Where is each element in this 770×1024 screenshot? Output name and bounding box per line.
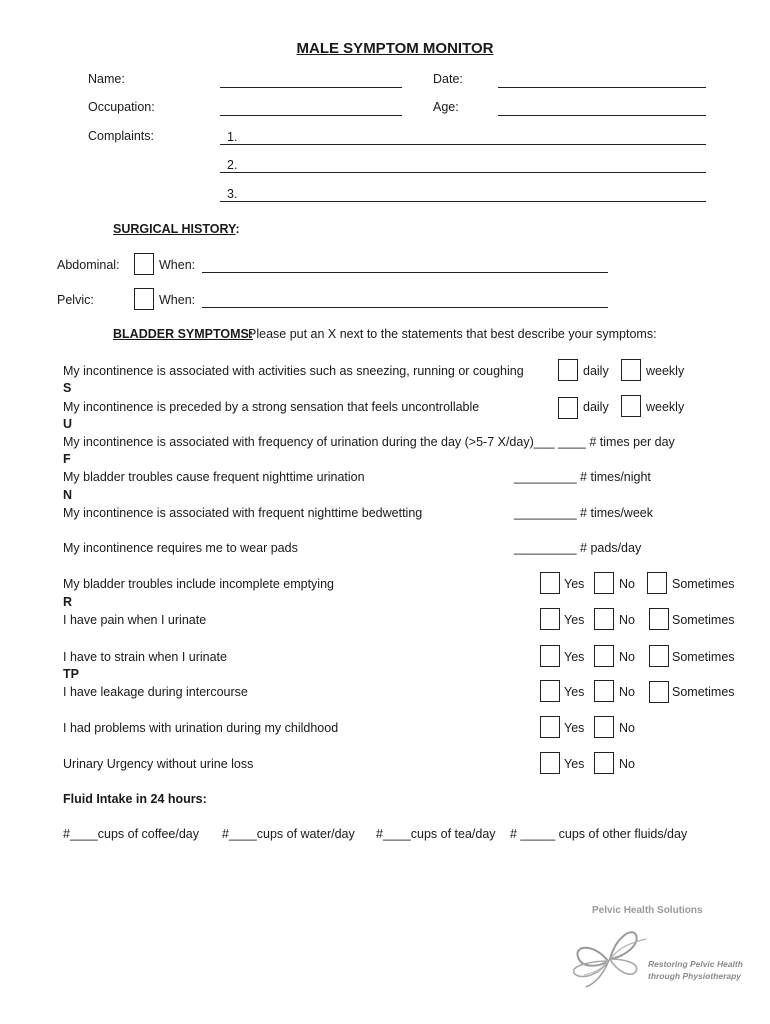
yes-label-12: Yes xyxy=(564,757,585,771)
name-field[interactable] xyxy=(220,87,402,88)
no-checkbox-9[interactable] xyxy=(594,645,614,667)
statement-pain: I have pain when I urinate xyxy=(63,613,207,627)
bladder-symptoms-heading: BLADDER SYMPTOMS: xyxy=(113,327,254,341)
margin-letter-r: R xyxy=(63,595,73,609)
other-fluids-field[interactable]: # _____ cups of other fluids/day xyxy=(510,827,688,841)
logo-tagline-1: Restoring Pelvic Health xyxy=(648,959,743,969)
logo-tagline-2: through Physiotherapy xyxy=(648,971,742,981)
complaints-label: Complaints: xyxy=(88,129,154,143)
form-title: MALE SYMPTOM MONITOR xyxy=(296,40,494,57)
surgical-history-colon: : xyxy=(235,222,240,236)
statement-bedwetting: My incontinence is associated with frequent nighttime bedwetting xyxy=(63,506,423,520)
name-label: Name: xyxy=(88,72,125,86)
margin-letter-n: N xyxy=(63,488,73,502)
pads-day-field[interactable]: _________ # pads/day xyxy=(514,541,642,555)
daily-label-2: daily xyxy=(583,400,609,414)
surgical-history-heading-text: SURGICAL HISTORY xyxy=(113,222,236,236)
statement-strain: I have to strain when I urinate xyxy=(63,650,227,664)
yes-label-10: Yes xyxy=(564,685,585,699)
no-label-10: No xyxy=(619,685,635,699)
pelvic-when-label: When: xyxy=(159,293,196,307)
yes-checkbox-7[interactable] xyxy=(540,572,560,594)
no-checkbox-10[interactable] xyxy=(594,680,614,702)
sometimes-label-9: Sometimes xyxy=(672,650,735,664)
date-field[interactable] xyxy=(498,87,706,88)
tea-cups-field[interactable]: #____cups of tea/day xyxy=(376,827,496,841)
sometimes-label-10: Sometimes xyxy=(672,685,735,699)
no-checkbox-12[interactable] xyxy=(594,752,614,774)
weekly-checkbox-2[interactable] xyxy=(621,395,641,417)
statement-sneezing: My incontinence is associated with activities such as sneezing, running or coughing xyxy=(63,364,524,378)
margin-letter-tp: TP xyxy=(63,667,79,681)
pelvic-when-field[interactable] xyxy=(202,307,608,308)
no-checkbox-7[interactable] xyxy=(594,572,614,594)
age-label: Age: xyxy=(433,100,459,114)
sometimes-label-8: Sometimes xyxy=(672,613,735,627)
statement-childhood: I had problems with urination during my childhood xyxy=(63,721,339,735)
abdominal-when-label: When: xyxy=(159,258,196,272)
statement-frequency-day: My incontinence is associated with frequency of urination during the day (>5-7 X/day)___ ____ # times per day xyxy=(63,435,675,449)
yes-label-7: Yes xyxy=(564,577,585,591)
sometimes-label-7: Sometimes xyxy=(672,577,735,591)
coffee-cups-field[interactable]: #____cups of coffee/day xyxy=(63,827,199,841)
fluid-intake-heading: Fluid Intake in 24 hours: xyxy=(63,792,207,806)
water-cups-field[interactable]: #____cups of water/day xyxy=(222,827,355,841)
yes-checkbox-8[interactable] xyxy=(540,608,560,630)
abdominal-checkbox[interactable] xyxy=(134,253,154,275)
no-label-7: No xyxy=(619,577,635,591)
statement-intercourse-leakage: I have leakage during intercourse xyxy=(63,685,248,699)
complaint-field-2[interactable] xyxy=(220,172,706,173)
complaint-field-1[interactable] xyxy=(220,144,706,145)
no-checkbox-11[interactable] xyxy=(594,716,614,738)
daily-checkbox-2[interactable] xyxy=(558,397,578,419)
weekly-checkbox-1[interactable] xyxy=(621,359,641,381)
no-label-9: No xyxy=(619,650,635,664)
abdominal-label: Abdominal: xyxy=(57,258,120,272)
times-night-field[interactable]: _________ # times/night xyxy=(514,470,651,484)
pelvic-health-logo xyxy=(560,895,743,1005)
pelvic-label: Pelvic: xyxy=(57,293,94,307)
logo-company-name: Pelvic Health Solutions xyxy=(592,905,703,916)
margin-letter-f: F xyxy=(63,452,71,466)
margin-letter-u: U xyxy=(63,417,73,431)
complaint-number-3: 3. xyxy=(227,187,238,201)
yes-checkbox-9[interactable] xyxy=(540,645,560,667)
statement-nighttime-urination: My bladder troubles cause frequent nighttime urination xyxy=(63,470,365,484)
yes-label-11: Yes xyxy=(564,721,585,735)
surgical-history-heading xyxy=(113,222,240,236)
no-label-12: No xyxy=(619,757,635,771)
statement-pads: My incontinence requires me to wear pads xyxy=(63,541,298,555)
sometimes-checkbox-9[interactable] xyxy=(649,645,669,667)
no-label-8: No xyxy=(619,613,635,627)
no-label-11: No xyxy=(619,721,635,735)
butterfly-icon xyxy=(564,923,654,993)
weekly-label-1: weekly xyxy=(646,364,685,378)
daily-label-1: daily xyxy=(583,364,609,378)
statement-strong-sensation: My incontinence is preceded by a strong sensation that feels uncontrollable xyxy=(63,400,480,414)
complaint-field-3[interactable] xyxy=(220,201,706,202)
yes-label-8: Yes xyxy=(564,613,585,627)
times-week-field[interactable]: _________ # times/week xyxy=(514,506,653,520)
abdominal-when-field[interactable] xyxy=(202,272,608,273)
sometimes-checkbox-8[interactable] xyxy=(649,608,669,630)
occupation-label: Occupation: xyxy=(88,100,155,114)
complaint-number-1: 1. xyxy=(227,130,238,144)
margin-letter-s: S xyxy=(63,381,72,395)
yes-checkbox-11[interactable] xyxy=(540,716,560,738)
weekly-label-2: weekly xyxy=(646,400,685,414)
sometimes-checkbox-7[interactable] xyxy=(647,572,667,594)
statement-incomplete-emptying: My bladder troubles include incomplete emptying xyxy=(63,577,334,591)
bladder-instructions: Please put an X next to the statements that best describe your symptoms: xyxy=(248,327,657,341)
occupation-field[interactable] xyxy=(220,115,402,116)
date-label: Date: xyxy=(433,72,463,86)
pelvic-checkbox[interactable] xyxy=(134,288,154,310)
yes-label-9: Yes xyxy=(564,650,585,664)
yes-checkbox-10[interactable] xyxy=(540,680,560,702)
daily-checkbox-1[interactable] xyxy=(558,359,578,381)
sometimes-checkbox-10[interactable] xyxy=(649,681,669,703)
no-checkbox-8[interactable] xyxy=(594,608,614,630)
complaint-number-2: 2. xyxy=(227,158,238,172)
age-field[interactable] xyxy=(498,115,706,116)
statement-urgency: Urinary Urgency without urine loss xyxy=(63,757,254,771)
yes-checkbox-12[interactable] xyxy=(540,752,560,774)
